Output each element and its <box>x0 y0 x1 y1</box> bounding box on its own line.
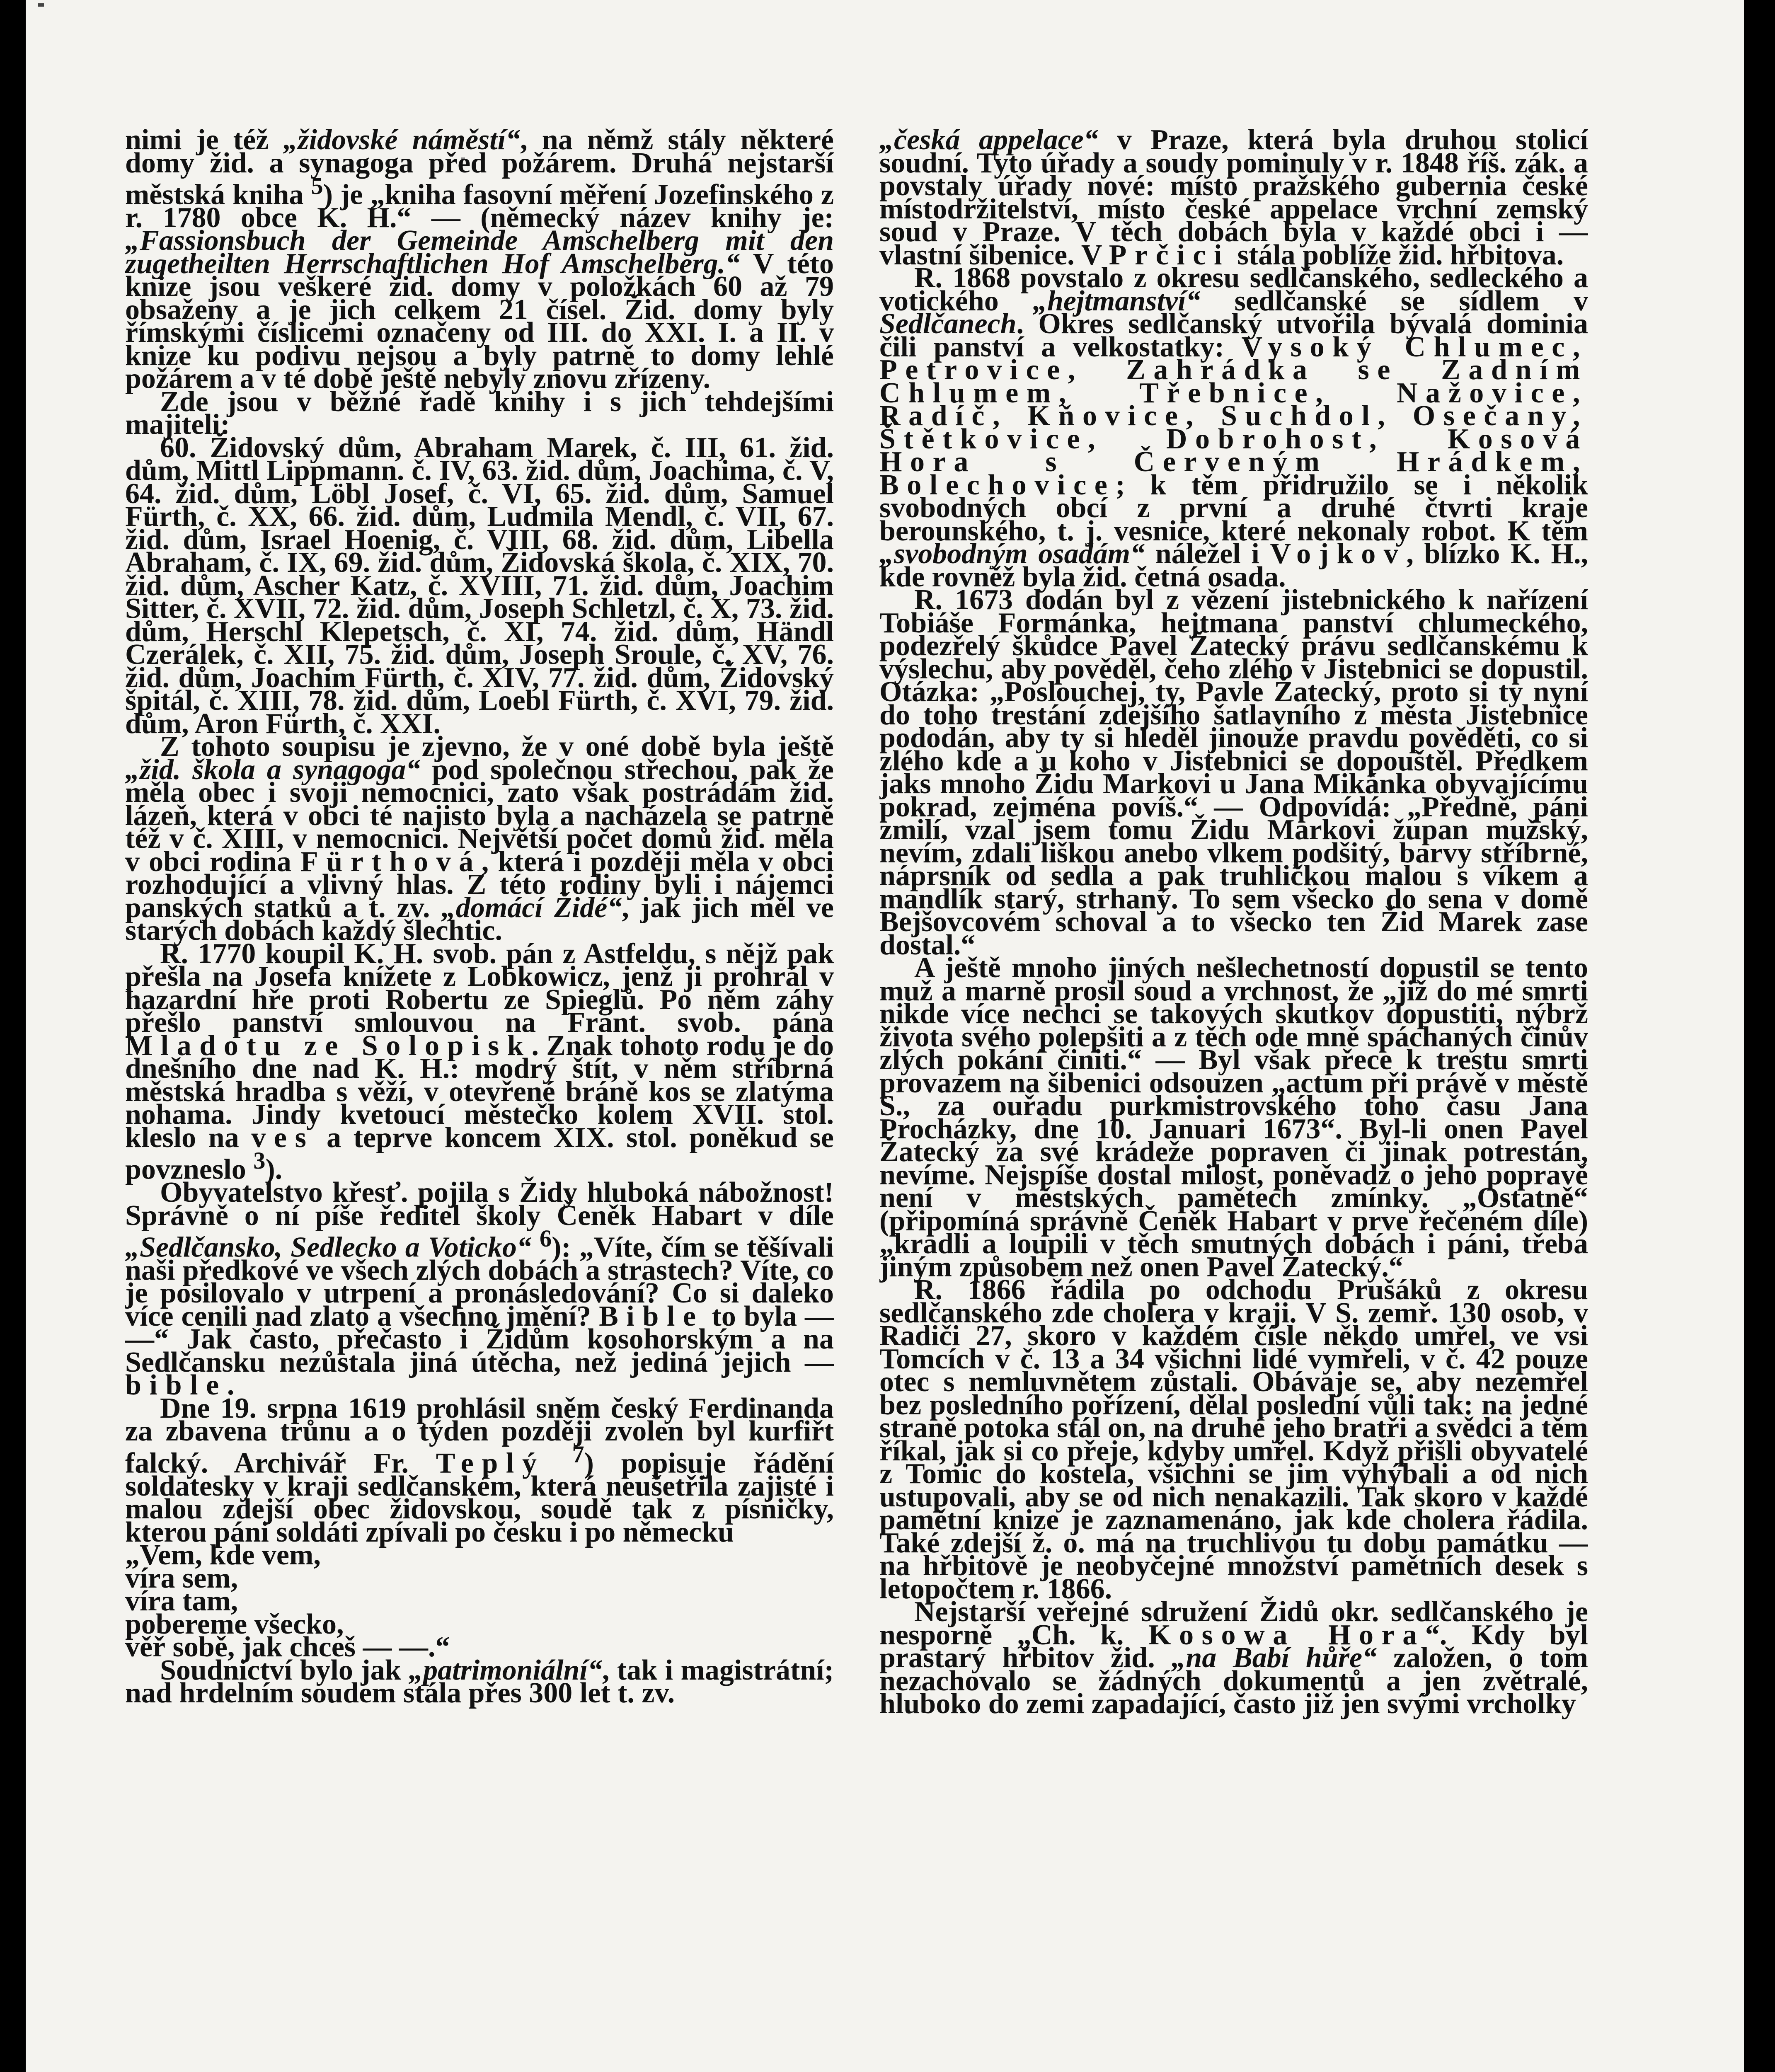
scan-speck <box>38 3 44 7</box>
paragraph: Nejstarší veřejné sdružení Židů okr. sedlčanského je nesporně „Ch. k. Kosowa Hora“. Kdy byl prastarý hřbitov žid. „na Babí hůře“ založen, o tom nezachovalo se žádných dokumentů a jen zvětralé, hluboko do zemi zapadající, často již jen svými vrcholky <box>879 1596 1588 1720</box>
page-sheet <box>26 0 1744 2072</box>
paragraph: A ještě mnoho jiných nešlechetností dopustil se tento muž a marně prosil soud a vrchnost, že „již do mé smrti nikde více nechci se takových skutkov dopustiti, nýbrž života svého polepšiti a z těch ode mně spáchaných činův zlých pokání činiti.“ — Byl však přece k trestu smrti provazem na šibenici odsouzen „actum při právě v městě S., za ouřadu purkmistrovského toho času Jana Procházky, dne 10. Januari 1673“. Byl-li onen Pavel Žatecký za své krádeže popraven či jinak potrestán, nevíme. Nejspíše dostal milost, poněvadž o jeho popravě není v městských pamětech zmínky. „Ostatně“ (připomíná správně Čeněk Habart v prve řečeném díle) „kradli a loupili v těch smutných dobách i páni, třeba jiným způsobem než onen Pavel Žatecký.“ <box>879 952 1588 1283</box>
paragraph: R. 1770 koupil K. H. svob. pán z Astfeldu, s nějž pak přešla na Josefa knížete z Lobkowicz, jenž ji prohrál v hazardní hře proti Robertu ze Spieglů. Po něm záhy přešlo panství smlouvou na Frant. svob. pána Mladotu ze Solopisk. Znak tohoto rodu je do dnešního dne nad K. H.: modrý štít, v něm stříbrná městská hradba s věží, v otevřené bráně kos se zlatýma nohama. Jindy kvetoucí městečko kolem XVII. stol. kleslo na ves a teprve koncem XIX. stol. poněkud se povzneslo $^3$). <box>125 937 834 1186</box>
paragraph: „česká appelace“ v Praze, která byla druhou stolicí soudní. Tyto úřady a soudy pominuly v r. 1848 říš. zák. a povstaly úřady nové: místo pražského gubernia české místodržitelství, místo české appelace vrchní zemský soud v Praze. V těch dobách byla v každé obci i — vlastní šibenice. V Prčici stála poblíže žid. hřbitova. <box>879 128 1588 271</box>
poem-line: věř sobě, jak chceš — —.“ <box>125 1631 450 1663</box>
paragraph: Dne 19. srpna 1619 prohlásil sněm český Ferdinanda za zbavena trůnu a o týden později zvolen byl kurfiřt falcký. Archivář Fr. Teplý $^7$) popisuje řádění soldatesky v kraji sedlčanském, která neušetřila zajisté i malou zdejší obec židovskou, soudě tak z písničky, kterou páni soldáti zpívali po česku i po německu <box>125 1392 834 1548</box>
paragraph: R. 1866 řádila po odchodu Prušáků z okresu sedlčanského zde cholera v kraji. V S. zemř. 130 osob, v Radiči 27, skoro v každém čísle někdo umřel, ve vsi Tomcích v č. 13 a 34 všichni lidé vymřeli, v č. 42 pouze otec s nemluvnětem zůstali. Obávaje se, aby nezemřel bez posledního pořízení, dělal poslední vůli tak: na jedné straně potoka stál on, na druhé jeho bratři a svědci a těm říkal, jak si co přeje, kdyby umřel. Když přišli obyvatelé z Tomic do kostela, všichni se jim vyhýbali a od nich ustupovali, aby se od nich nenakazili. Tak skoro v každé pamětní knize je zaznamenáno, jak kde cholera řádila. Také zdejší ž. o. má na truchlivou tu dobu památku — na hřbitově je neobyčejné množství pamětních desek s letopočtem r. 1866. <box>879 1274 1588 1605</box>
paragraph: Z tohoto soupisu je zjevno, že v oné době byla ještě „žid. škola a synagoga“ pod společnou střechou, pak že měla obec i svoji nemocnici, zato však postrádám žid. lázeň, která v obci té najisto byla a nacházela se patrně též v č. XIII, v nemocnici. Největší počet domů žid. měla v obci rodina Fürthová, která i později měla v obci rozhodující a vlivný hlas. Z této rodiny byli i nájemci panských statků a t. zv. „domácí Židé“, jak jich měl ve starých dobách každý šlechtic. <box>125 731 834 947</box>
poem-line: víra sem, <box>125 1562 238 1594</box>
paragraph: Soudnictví bylo jak „patrimoniální“, tak i magistrátní; nad hrdelním soudem stála přes 300 let t. zv. <box>125 1654 834 1709</box>
paragraph: R. 1868 povstalo z okresu sedlčanského, sedleckého a votického „hejtmanství“ sedlčanské se sídlem v Sedlčanech. Okres sedlčanský utvořila bývalá dominia čili panství a velkostatky: Vysoký Chlumec, Petrovice, Zahrádka se Zadním Chlumem, Třebnice, Nažovice, Radíč, Kňovice, Suchdol, Osečany, Štětkovice, Dobrohost, Kosová Hora s Červeným Hrádkem, Bolechovice; k těm přidružilo se i několik svobodných obcí z první a druhé čtvrti kraje berounského, t. j. vesnice, které nekonaly robot. K těm „svobodným osadám“ náležel i Vojkov, blízko K. H., kde rovněž byla žid. četná osada. <box>879 262 1588 593</box>
poem-line: pobereme všecko, <box>125 1608 344 1640</box>
paragraph: Obyvatelstvo křesť. pojila s Židy hluboká nábožnost! Správně o ní píše ředitel školy Čeněk Habart v díle „Sedlčansko, Sedlecko a Voticko“ $^6$): „Víte, čím se těšívali naši předkové ve všech zlých dobách a strastech? Víte, co je posilovalo v utrpení a pronásledování? Co si daleko více cenili nad zlato a všechno jmění? Bible to byla — —“ Jak často, přečasto i Židům kosohorským a na Sedlčansku nezůstala jiná útěcha, než jediná jejich — bible. <box>125 1176 834 1402</box>
right-column <box>879 128 1588 2072</box>
left-column <box>125 128 834 2072</box>
poem-line: „Vem, kde vem, <box>125 1539 321 1571</box>
paragraph: nimi je též „židovské náměstí“, na němž stály některé domy žid. a synagoga před požárem. Druhá nejstarší městská kniha $^5$) je „kniha fasovní měření Jozefinského z r. 1780 obce K. H.“ — (německý název knihy je: „Fassionsbuch der Gemeinde Amschelberg mit den zugetheilten Herrschaftlichen Hof Amschelberg.“ V této knize jsou veškeré žid. domy v položkách 60 až 79 obsaženy a je jich celkem 21 čísel. Žid. domy byly římskými číslicemi označeny od III. do XXI. I. a II. v knize ku podivu nejsou a byly patrně to domy lehlé požárem a v té době ještě nebyly znovu zřízeny. <box>125 128 834 395</box>
poem-line: víra tam, <box>125 1585 238 1617</box>
paragraph: 60. Židovský dům, Abraham Marek, č. III, 61. žid. dům, Mittl Lippmann. č. IV, 63. žid. dům, Joachima, č. V, 64. žid. dům, Löbl Josef, č. VI, 65. žid. dům, Samuel Fürth, č. XX, 66. žid. dům, Ludmila Mendl, č. VII, 67. žid. dům, Israel Hoenig, č. VIII, 68. žid. dům, Libella Abraham, č. IX, 69. žid. dům, Židovská škola, č. XIX, 70. žid. dům, Ascher Katz, č. XVIII, 71. žid. dům, Joachim Sitter, č. XVII, 72. žid. dům, Joseph Schletzl, č. X, 73. žid. dům, Herschl Klepetsch, č. XI, 74. žid. dům, Händl Czerálek, č. XII, 75. žid. dům, Joseph Sroule, č. XV, 76. žid. dům, Joachim Fürth, č. XIV, 77. žid. dům, Židovský špitál, č. XIII, 78. žid. dům, Loebl Fürth, č. XVI, 79. žid. dům, Aron Fürth, č. XXI. <box>125 431 834 740</box>
paragraph: Zde jsou v běžné řadě knihy i s jich tehdejšími majiteli: <box>125 385 834 441</box>
paragraph: R. 1673 dodán byl z vězení jistebnického k nařízení Tobiáše Formánka, hejtmana panství chlumeckého, podezřelý škůdce Pavel Žatecký právu sedlčanskému k výslechu, aby pověděl, čeho zlého v Jistebnici se dopustil. Otázka: „Poslouchej, ty, Pavle Žatecký, proto si ty nyní do toho trestání zdejšího šatlavního z města Jistebnice pododán, aby ty si hleděl jinouže pravdu pověděti, co si zlého kde a u koho v Jistebnici se dopouštěl. Předkem jaks mnoho Židu Markovi u Jana Mikánka obyvajícímu pokrad, zejména povíš.“ — Odpovídá: „Předně, páni zmilí, vzal jsem tomu Židu Markovi župan mužský, nevím, zdali liškou anebo vlkem podšitý, barvy stříbrné, náprsník od sedla a pak truhličkou malou s víkem a mandlík starý, strhaný. To sem všecko do sena v domě Bejšovcovém schoval a to všecko ten Žid Marek zase dostal.“ <box>879 584 1588 961</box>
